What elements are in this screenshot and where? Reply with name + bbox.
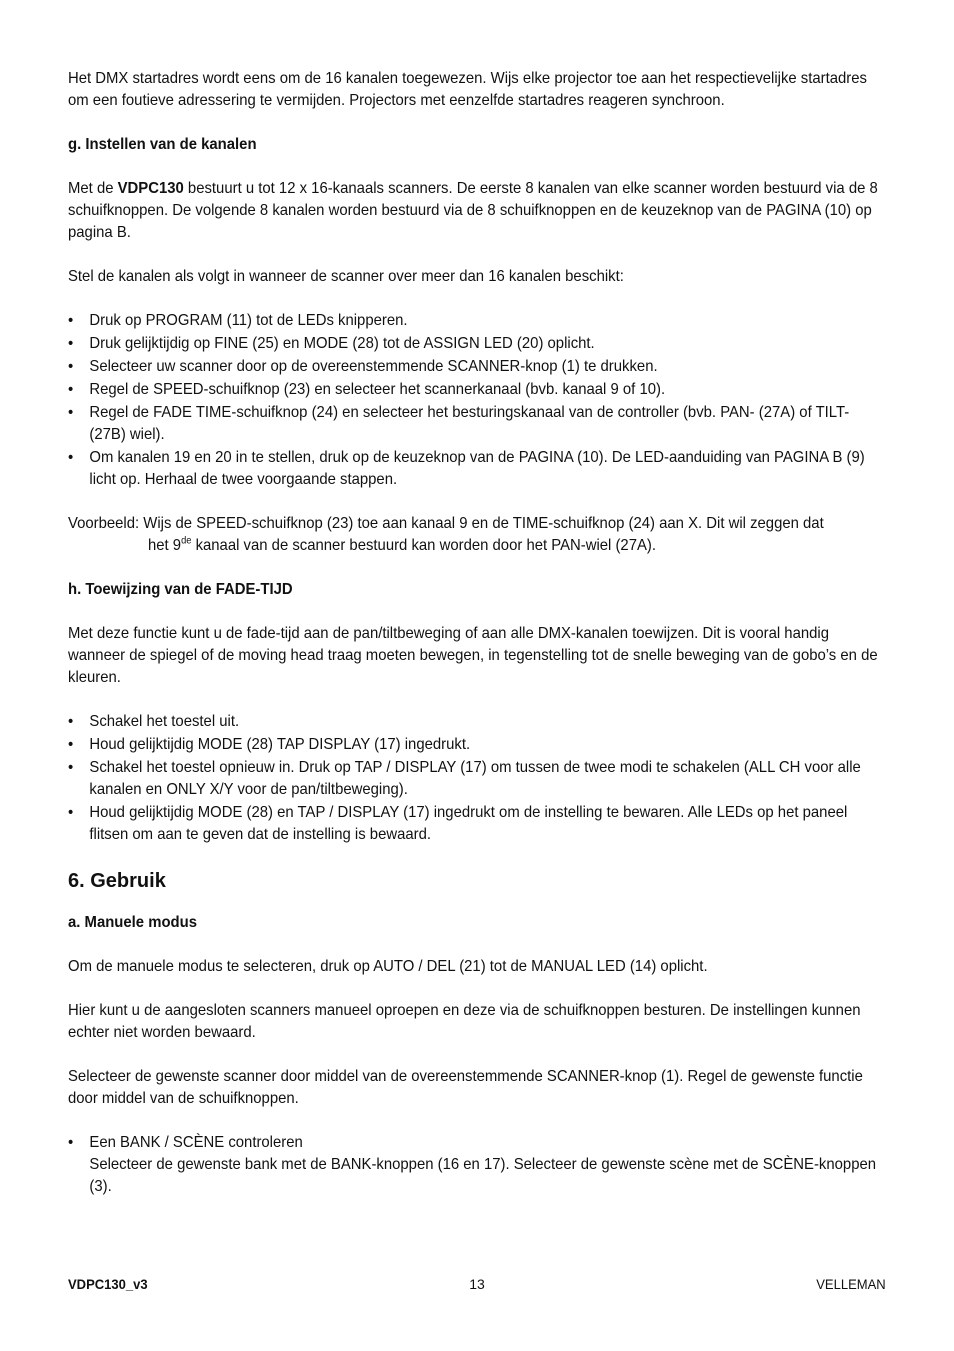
list-item-text: Druk op PROGRAM (11) tot de LEDs knipperen.	[89, 312, 408, 329]
list-item-text: Om kanalen 19 en 20 in te stellen, druk op de keuzeknop van de PAGINA (10). De LED-aanduiding van PAGINA B (9) licht op. Herhaal de twee voorgaande stappen.	[89, 449, 865, 488]
list-item	[68, 1132, 887, 1198]
para-suffix: bestuurt u tot 12 x 16-kanaals scanners. De eerste 8 kanalen van elke scanner worden bestuurd via de 8 schuifknoppen. De volgende 8 kanalen worden bestuurd via de 8 schuifknoppen en de keuzeknop van de PAGINA (10) op pagina B.	[68, 180, 878, 241]
list-item-text: Regel de SPEED-schuifknop (23) en selecteer het scannerkanaal (bvb. kanaal 9 of 10).	[89, 381, 666, 398]
list-item-text: Houd gelijktijdig MODE (28) TAP DISPLAY (17) ingedrukt.	[89, 736, 471, 753]
section-h-bullet-list	[68, 711, 888, 846]
bullet-icon: •	[68, 312, 74, 329]
bullet-icon: •	[68, 713, 74, 730]
footer-document-code: VDPC130_v3	[68, 1276, 148, 1292]
example-text-a: het 9	[147, 537, 182, 554]
bullet-icon: •	[68, 404, 74, 421]
list-item	[68, 447, 887, 491]
list-item-text: Schakel het toestel uit.	[89, 713, 240, 730]
bullet-icon: •	[68, 1134, 74, 1151]
example-text-b: kanaal van de scanner bestuurd kan worden door het PAN-wiel (27A).	[191, 537, 657, 554]
document-page	[68, 68, 888, 1220]
bullet-icon: •	[68, 736, 74, 753]
section-g-bullet-list	[68, 310, 888, 491]
ordinal-superscript: de	[181, 535, 192, 547]
footer-page-number: 13	[469, 1276, 485, 1292]
bullet-icon: •	[68, 381, 74, 398]
section-g-heading: g. Instellen van de kanalen	[68, 136, 257, 153]
section-a-bullet-list	[68, 1132, 888, 1198]
list-item-text: Schakel het toestel opnieuw in. Druk op TAP / DISPLAY (17) om tussen de twee modi te schakelen (ALL CH voor alle kanalen en ONLY X/Y voor de pan/tiltbeweging).	[89, 759, 861, 798]
list-item	[68, 734, 887, 756]
intro-paragraph: Het DMX startadres wordt eens om de 16 kanalen toegewezen. Wijs elke projector toe aan het respectievelijke startadres om een foutieve adressering te vermijden. Projectors met eenzelfde startadres reageren synchroon.	[68, 70, 867, 109]
list-item	[68, 757, 887, 801]
bullet-icon: •	[68, 759, 74, 776]
section-a-heading: a. Manuele modus	[68, 914, 197, 931]
list-item	[68, 402, 887, 446]
section-a-paragraph-1: Om de manuele modus te selecteren, druk op AUTO / DEL (21) tot de MANUAL LED (14) oplicht.	[68, 958, 708, 975]
list-item	[68, 310, 887, 332]
section-g-paragraph-1	[68, 178, 888, 244]
list-item	[68, 711, 887, 733]
section-h-heading: h. Toewijzing van de FADE-TIJD	[68, 581, 293, 598]
list-item-title: Een BANK / SCÈNE controleren	[89, 1134, 303, 1151]
list-item-text: Druk gelijktijdig op FINE (25) en MODE (28) tot de ASSIGN LED (20) oplicht.	[89, 335, 595, 352]
bullet-icon: •	[68, 449, 74, 466]
list-item	[68, 333, 887, 355]
list-item-text: Selecteer de gewenste bank met de BANK-knoppen (16 en 17). Selecteer de gewenste scène met de SCÈNE-knoppen (3).	[89, 1156, 877, 1195]
section-h-paragraph-1: Met deze functie kunt u de fade-tijd aan de pan/tiltbeweging of aan alle DMX-kanalen toewijzen. Dit is vooral handig wanneer de spiegel of de moving head traag moeten bewegen, in tegenstelling tot de snelle beweging van de gobo’s en de kleuren.	[68, 625, 878, 686]
bullet-icon: •	[68, 804, 74, 821]
example-line-1: Voorbeeld: Wijs de SPEED-schuifknop (23) toe aan kanaal 9 en de TIME-schuifknop (24) aan X. Dit wil zeggen dat	[68, 515, 824, 532]
list-item	[68, 356, 887, 378]
section-a-paragraph-3: Selecteer de gewenste scanner door middel van de overeenstemmende SCANNER-knop (1). Regel de gewenste functie door middel van de schuifknoppen.	[68, 1068, 863, 1107]
section-a-paragraph-2: Hier kunt u de aangesloten scanners manueel oproepen en deze via de schuifknoppen besturen. De instellingen kunnen echter niet worden bewaard.	[68, 1002, 861, 1041]
footer-brand: VELLEMAN	[816, 1276, 886, 1292]
para-prefix: Met de	[68, 180, 118, 197]
example-line-2	[68, 535, 888, 557]
list-item	[68, 802, 887, 846]
example-block	[68, 513, 888, 557]
list-item-text: Selecteer uw scanner door op de overeenstemmende SCANNER-knop (1) te drukken.	[89, 358, 658, 375]
bullet-icon: •	[68, 358, 74, 375]
list-item-text: Houd gelijktijdig MODE (28) en TAP / DISPLAY (17) ingedrukt om de instelling te bewaren. Alle LEDs op het paneel flitsen om aan te geven dat de instelling is bewaard.	[89, 804, 848, 843]
section-g-paragraph-2: Stel de kanalen als volgt in wanneer de scanner over meer dan 16 kanalen beschikt:	[68, 268, 624, 285]
list-item	[68, 379, 887, 401]
list-item-text: Regel de FADE TIME-schuifknop (24) en selecteer het besturingskanaal van de controller (bvb. PAN- (27A) of TILT- (27B) wiel).	[89, 404, 850, 443]
chapter-heading: 6. Gebruik	[68, 870, 166, 892]
product-name: VDPC130	[117, 180, 184, 197]
bullet-icon: •	[68, 335, 74, 352]
